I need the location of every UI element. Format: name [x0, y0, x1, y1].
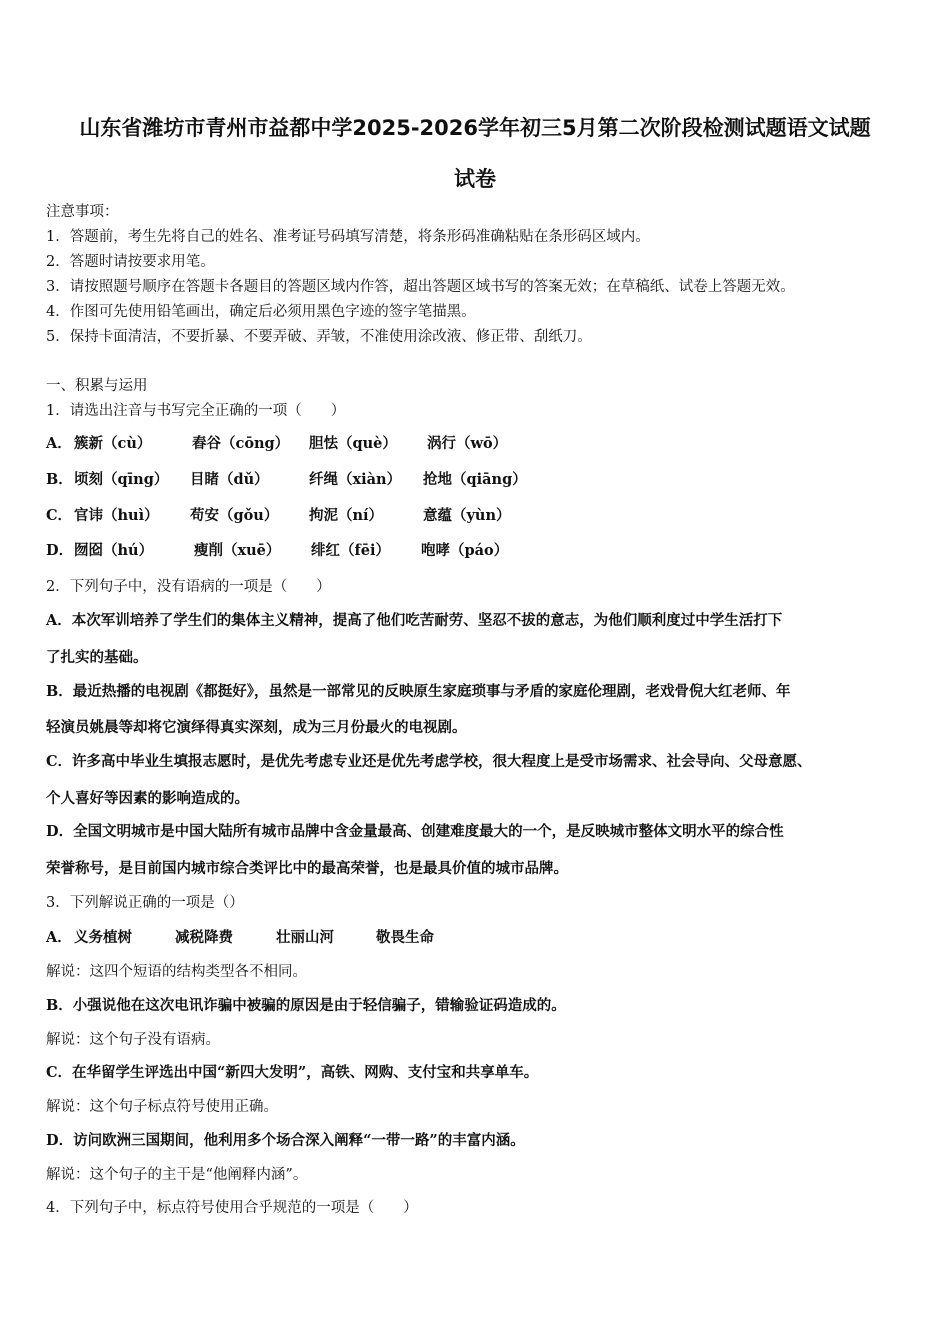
q2-option-c-continued: 个人喜好等因素的影响造成的。 [46, 790, 249, 807]
exam-title: 山东省潍坊市青州市益都中学2025-2026学年初三5月第二次阶段检测试题语文试题 [79, 116, 871, 140]
exam-title-continued: 试卷 [454, 167, 496, 191]
option-item: 绯红（fēi） [311, 542, 390, 559]
q2-option-b-continued: 轻演员姚晨等却将它演绎得真实深刻，成为三月份最火的电视剧。 [46, 719, 467, 736]
question-1-stem: 1．请选出注音与书写完全正确的一项（ ） [46, 403, 346, 419]
notice-heading: 注意事项： [46, 204, 119, 220]
q3-note-c: 解说：这个句子标点符号使用正确。 [46, 1099, 278, 1115]
option-item: 纤绳（xiàn） [309, 471, 402, 488]
option-item: 囫囵（hú） [74, 542, 154, 559]
q3-option-b: B．小强说他在这次电讯诈骗中被骗的原因是由于轻信骗子，错输验证码造成的。 [46, 997, 566, 1014]
question-2-stem: 2．下列句子中，没有语病的一项是（ ） [46, 579, 331, 595]
option-item: 顷刻（qīng） [74, 471, 169, 488]
notice-item: 1．答题前，考生先将自己的姓名、准考证号码填写清楚，将条形码准确粘贴在条形码区域内。 [46, 229, 650, 245]
notice-item: 4．作图可先使用铅笔画出，确定后必须用黑色字迹的签字笔描黑。 [46, 304, 476, 320]
q3-note-b: 解说：这个句子没有语病。 [46, 1032, 220, 1048]
notice-item: 2．答题时请按要求用笔。 [46, 254, 215, 270]
option-item: 意蕴（yùn） [423, 507, 511, 524]
q2-option-d-continued: 荣誉称号，是目前国内城市综合类评比中的最高荣誉，也是最具价值的城市品牌。 [46, 860, 568, 877]
q3-option-c: C．在华留学生评选出中国“新四大发明”，高铁、网购、支付宝和共享单车。 [46, 1064, 539, 1081]
q3-note-a: 解说：这四个短语的结构类型各不相同。 [46, 964, 307, 980]
notice-item: 5．保持卡面清洁，不要折暴、不要弄破、弄皱，不准使用涂改液、修正带、刮纸刀。 [46, 329, 592, 345]
option-item: 敬畏生命 [376, 929, 434, 946]
option-item: 咆哮（páo） [421, 542, 509, 559]
option-item: 苟安（gǒu） [190, 507, 279, 524]
q3-note-d: 解说：这个句子的主干是“他阐释内涵”。 [46, 1167, 308, 1183]
option-item: 官讳（huì） [74, 507, 159, 524]
option-item: 涡行（wō） [427, 435, 508, 452]
section-heading: 一、积累与运用 [46, 378, 148, 394]
question-3-stem: 3．下列解说正确的一项是（） [46, 895, 244, 911]
option-label: C． [46, 507, 73, 524]
option-item: 义务植树 [74, 929, 132, 946]
option-label: B． [46, 471, 73, 488]
option-item: 簇新（cù） [74, 435, 152, 452]
option-item: 拘泥（ní） [309, 507, 384, 524]
option-item: 壮丽山河 [276, 929, 334, 946]
option-label: A． [46, 929, 72, 946]
question-4-stem: 4．下列句子中，标点符号使用合乎规范的一项是（ ） [46, 1200, 418, 1216]
option-item: 舂谷（cōng） [192, 435, 290, 452]
option-label: D． [46, 542, 74, 559]
option-item: 目睹（dǔ） [190, 471, 269, 488]
option-item: 减税降费 [175, 929, 233, 946]
option-item: 瘦削（xuē） [194, 542, 281, 559]
q2-option-d: D．全国文明城市是中国大陆所有城市品牌中含金量最高、创建难度最大的一个，是反映城市整体文明水平的综合性 [46, 823, 784, 840]
q2-option-a: A．本次军训培养了学生们的集体主义精神，提高了他们吃苦耐劳、坚忍不拔的意志，为他们顺利度过中学生活打下 [46, 612, 783, 629]
option-item: 胆怯（què） [309, 435, 397, 452]
option-label: A． [46, 435, 72, 452]
notice-item: 3．请按照题号顺序在答题卡各题目的答题区域内作答，超出答题区域书写的答案无效；在草稿纸、试卷上答题无效。 [46, 279, 795, 295]
q2-option-c: C．许多高中毕业生填报志愿时，是优先考虑专业还是优先考虑学校，很大程度上是受市场需求、社会导向、父母意愿、 [46, 753, 812, 770]
q2-option-b: B．最近热播的电视剧《都挺好》，虽然是一部常见的反映原生家庭琐事与矛盾的家庭伦理剧，老戏骨倪大红老师、年 [46, 683, 791, 700]
q2-option-a-continued: 了扎实的基础。 [46, 649, 148, 666]
option-item: 抢地（qiāng） [423, 471, 527, 488]
q3-option-d: D．访问欧洲三国期间，他利用多个场合深入阐释“一带一路”的丰富内涵。 [46, 1132, 525, 1149]
